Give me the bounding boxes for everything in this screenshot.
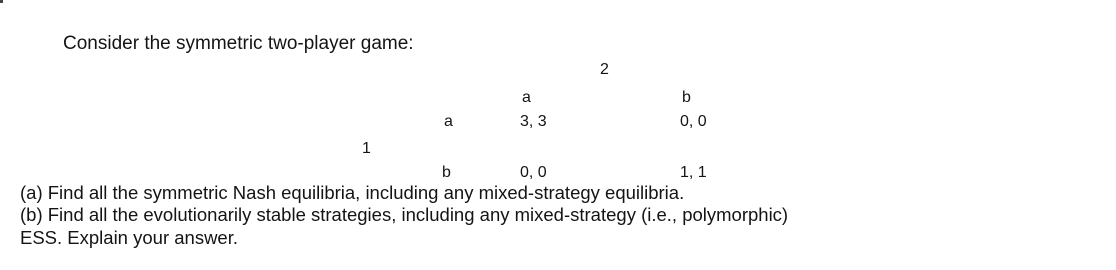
payoff-a-a: 3, 3 — [520, 113, 547, 130]
payoff-a-b: 0, 0 — [680, 113, 707, 130]
question-b-continued: ESS. Explain your answer. — [20, 227, 238, 248]
column-player-label: 2 — [600, 61, 609, 78]
column-strategy-b: b — [682, 89, 691, 106]
row-strategy-a: a — [444, 113, 453, 130]
intro-text: Consider the symmetric two-player game: — [63, 33, 414, 54]
row-player-label: 1 — [362, 140, 371, 157]
payoff-b-a: 0, 0 — [520, 164, 547, 181]
column-strategy-a: a — [522, 89, 531, 106]
corner-mark — [0, 0, 3, 3]
payoff-b-b: 1, 1 — [680, 164, 707, 181]
row-strategy-b: b — [442, 164, 451, 181]
question-a: (a) Find all the symmetric Nash equilibria, including any mixed-strategy equilibria. — [20, 182, 685, 203]
question-b: (b) Find all the evolutionarily stable strategies, including any mixed-strategy (i.e., polymorphic) — [20, 204, 789, 225]
